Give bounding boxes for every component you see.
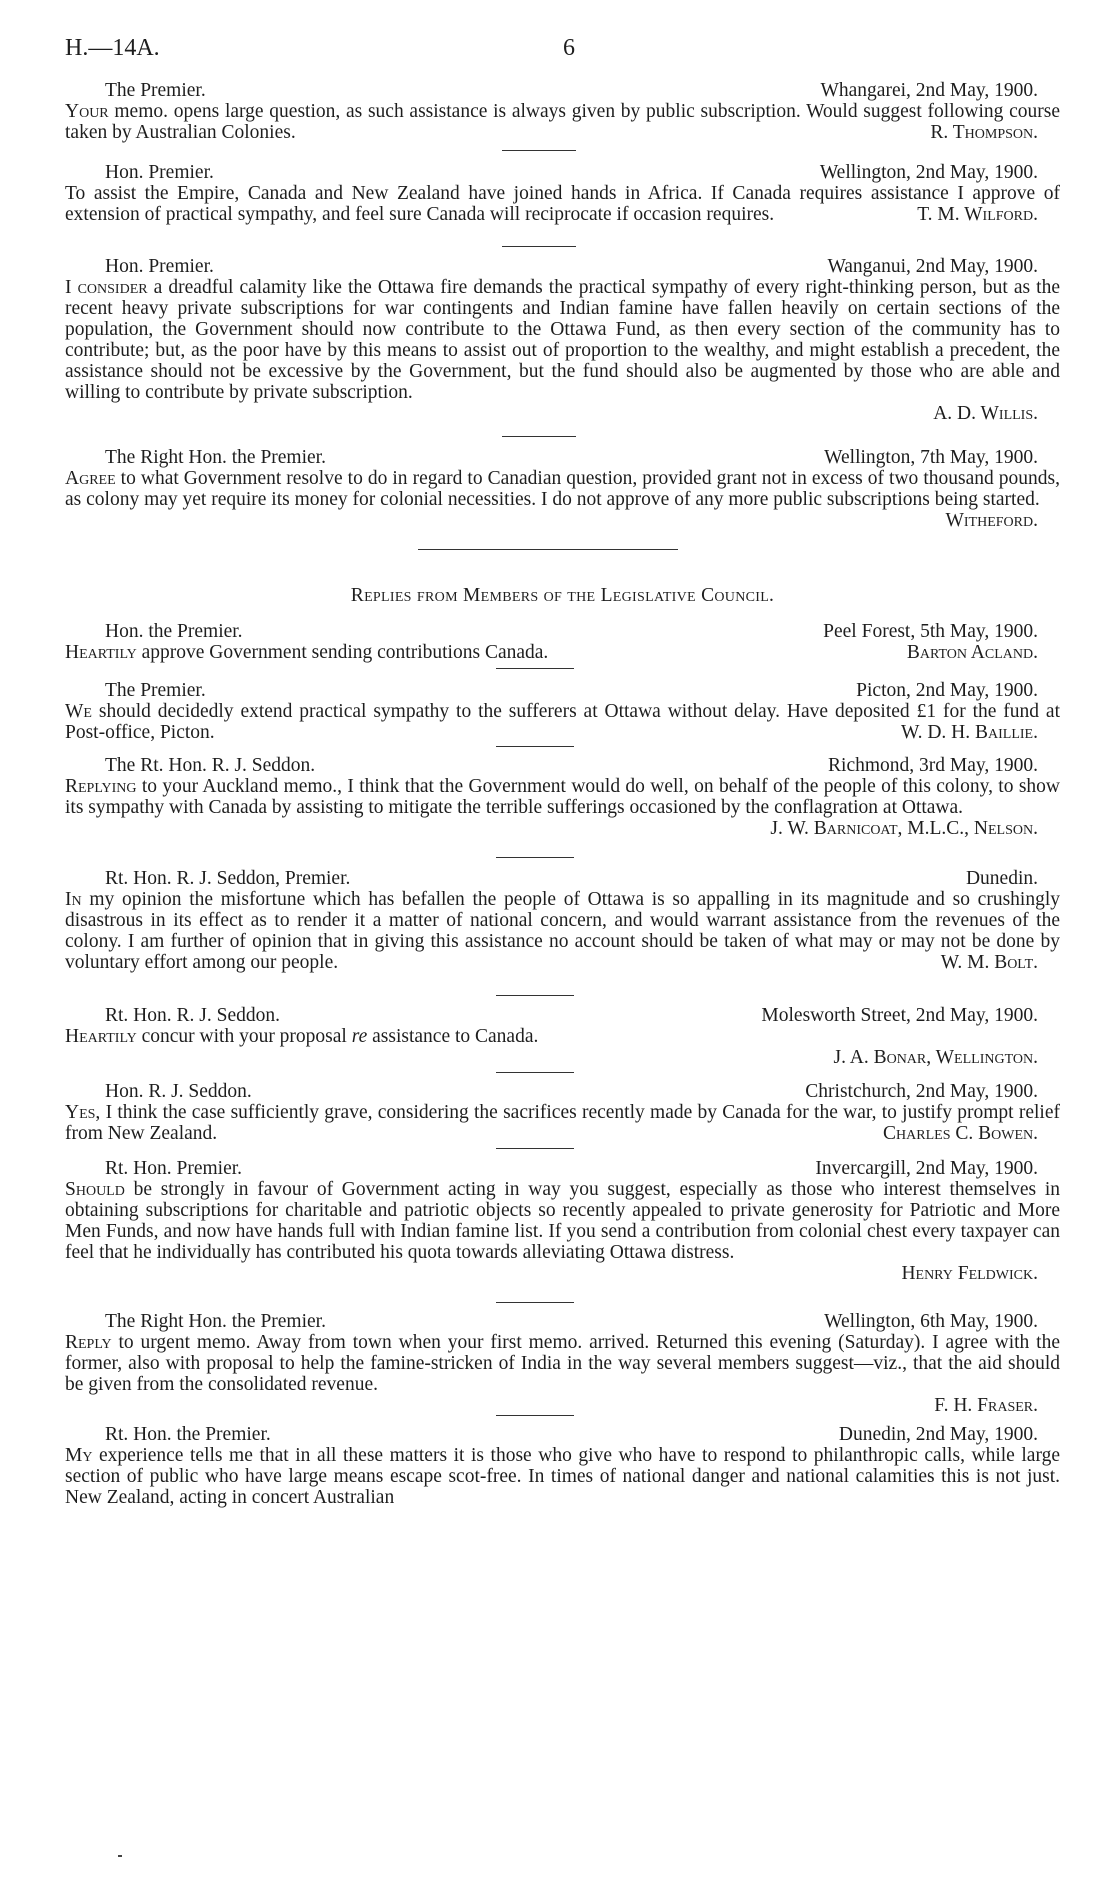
message-body-italic: re (351, 1026, 368, 1047)
separator-rule (496, 1415, 574, 1416)
telegram-entry (65, 256, 1060, 424)
addressee: Rt. Hon. Premier. (105, 1158, 243, 1179)
page-header (65, 35, 1060, 66)
separator-rule (496, 746, 574, 747)
message-body: assistance to Canada. (367, 1026, 539, 1047)
addressee: Hon. Premier. (105, 162, 214, 183)
separator-rule (502, 246, 576, 247)
opening-word: Heartily (65, 642, 137, 663)
signature: Henry Feldwick. (901, 1263, 1038, 1284)
place-date: Molesworth Street, 2nd May, 1900. (761, 1005, 1038, 1026)
opening-word: Replying (65, 776, 137, 797)
message-body: , I think the case sufficiently grave, considering the sacrifices recently made by Canada for the war, to justify prompt relief from New Zealand. (65, 1102, 1060, 1144)
message-text (65, 701, 1060, 743)
separator-rule (496, 1072, 574, 1073)
place-date: Wellington, 6th May, 1900. (824, 1311, 1038, 1332)
message-body: approve Government sending contributions Canada. (136, 642, 549, 663)
place-date: Invercargill, 2nd May, 1900. (815, 1158, 1038, 1179)
telegram-entry (65, 1424, 1060, 1508)
addressee: The Right Hon. the Premier. (105, 1311, 326, 1332)
print-speck (118, 1855, 122, 1857)
message-body: should decidedly extend practical sympathy to the sufferers at Ottawa without delay. Have deposited £1 for the fund at Post-office, Picton. (65, 701, 1060, 743)
addressee: The Rt. Hon. R. J. Seddon. (105, 755, 316, 776)
separator-rule (502, 150, 576, 151)
separator-rule (496, 995, 574, 996)
message-text (65, 642, 1060, 663)
opening-word: We (65, 701, 92, 722)
message-body: my opinion the misfortune which has befallen the people of Ottawa is so appalling in its magnitude and so crushingly disastrous in its effect as to render it a matter of national concern, and would warrant assistance from the revenues of the colony. I am further of opinion that in giving this assistance no account should be taken of what may or may not be done by voluntary effort among our people. (65, 889, 1060, 973)
telegram-entry (65, 1311, 1060, 1416)
addressee: Hon. R. J. Seddon. (105, 1081, 252, 1102)
telegram-entry (65, 680, 1060, 743)
signature: W. M. Bolt. (940, 952, 1038, 973)
addressee: The Premier. (105, 80, 206, 101)
message-text (65, 1445, 1060, 1508)
opening-word: Heartily (65, 1026, 137, 1047)
message-text (65, 1332, 1060, 1395)
message-text (65, 277, 1060, 403)
place-date: Whangarei, 2nd May, 1900. (820, 80, 1038, 101)
message-body: concur with your proposal (136, 1026, 352, 1047)
place-date: Dunedin, 2nd May, 1900. (838, 1424, 1038, 1445)
message-text (65, 101, 1060, 143)
telegram-entry (65, 162, 1060, 225)
signature: F. H. Fraser. (934, 1395, 1038, 1416)
place-date: Wellington, 2nd May, 1900. (819, 162, 1038, 183)
page-number: 6 (563, 35, 575, 61)
telegram-entry (65, 80, 1060, 143)
opening-word: Yes (65, 1102, 96, 1123)
opening-word: Your (65, 101, 109, 122)
place-date: Christchurch, 2nd May, 1900. (805, 1081, 1038, 1102)
opening-word: In (65, 889, 82, 910)
separator-rule (502, 436, 576, 437)
opening-word: My (65, 1445, 93, 1466)
opening-word: Reply (65, 1332, 112, 1353)
telegram-entry (65, 1158, 1060, 1284)
telegram-entry (65, 447, 1060, 531)
message-text (65, 183, 1060, 225)
telegram-entry (65, 621, 1060, 663)
opening-word: I consider (65, 277, 148, 298)
addressee: The Premier. (105, 680, 206, 701)
message-body: To assist the Empire, Canada and New Zealand have joined hands in Africa. If Canada requires assistance I approve of extension of practical sympathy, and feel sure Canada will reciprocate if occasion requires. (65, 183, 1060, 225)
separator-rule (496, 668, 574, 669)
place-date: Picton, 2nd May, 1900. (856, 680, 1038, 701)
message-text (65, 1179, 1060, 1263)
message-body: to what Government resolve to do in regard to Canadian question, provided grant not in excess of two thousand pounds, as colony may yet require its money for colonial necessities. I do not approve of any more public subscriptions being started. (65, 468, 1060, 510)
message-text (65, 1026, 1060, 1047)
message-text (65, 1102, 1060, 1144)
signature: A. D. Willis. (933, 403, 1038, 424)
signature: R. Thompson. (930, 122, 1038, 143)
signature: Witheford. (945, 510, 1038, 531)
message-body: a dreadful calamity like the Ottawa fire demands the practical sympathy of every right-thinking person, but as the recent heavy private subscriptions for war contingents and Indian famine have fallen heavily on certain sections of the population, the Government should now contribute to the Ottawa Fund, as then every section of the community has to contribute; but, as the poor have by this means to assist out of proportion to the wealthy, and might establish a precedent, the assistance should not be excessive by the Government, but the fund should also be augmented by those who are able and willing to contribute by private subscription. (65, 277, 1060, 403)
place-date: Dunedin. (965, 868, 1038, 889)
message-body: to urgent memo. Away from town when your first memo. arrived. Returned this evening (Saturday). I agree with the former, also with proposal to help the famine-stricken of India in the way several members suggest—viz., that the aid should be given from the consolidated revenue. (65, 1332, 1060, 1395)
section-heading: Replies from Members of the Legislative Council. (350, 585, 775, 606)
message-body: experience tells me that in all these matters it is those who give who have to respond to philanthropic calls, while large section of public who have large means escape scot-free. In times of national danger and national calamities this is not just. New Zealand, acting in concert Australian (65, 1445, 1060, 1508)
opening-word: Agree (65, 468, 116, 489)
telegram-entry (65, 755, 1060, 839)
signature: Barton Acland. (906, 642, 1038, 663)
separator-rule (496, 857, 574, 858)
telegram-entry (65, 1081, 1060, 1144)
signature: J. W. Barnicoat, M.L.C., Nelson. (770, 818, 1038, 839)
addressee: Rt. Hon. R. J. Seddon, Premier. (105, 868, 351, 889)
telegram-entry (65, 1005, 1060, 1068)
separator-rule (496, 1302, 574, 1303)
message-body: be strongly in favour of Government acting in way you suggest, especially as those who interest themselves in obtaining subscriptions for charitable and patriotic objects so recently appealed to private generosity for Patriotic and More Men Funds, and now have hands full with Indian famine list. If you send a contribution from colonial chest every taxpayer can feel that he individually has contributed his quota towards alleviating Ottawa distress. (65, 1179, 1060, 1263)
addressee: Rt. Hon. the Premier. (105, 1424, 271, 1445)
separator-rule (496, 1148, 574, 1149)
section-divider (418, 549, 678, 550)
place-date: Richmond, 3rd May, 1900. (828, 755, 1038, 776)
signature: W. D. H. Baillie. (900, 722, 1038, 743)
message-text (65, 468, 1060, 531)
addressee: Hon. the Premier. (105, 621, 243, 642)
message-body: memo. opens large question, as such assistance is always given by public subscription. Would suggest following course taken by Australian Colonies. (65, 101, 1060, 143)
signature: Charles C. Bowen. (883, 1123, 1038, 1144)
message-text (65, 889, 1060, 973)
signature: J. A. Bonar, Wellington. (833, 1047, 1038, 1068)
telegram-entry (65, 868, 1060, 973)
addressee: Hon. Premier. (105, 256, 214, 277)
message-text (65, 776, 1060, 818)
place-date: Wanganui, 2nd May, 1900. (827, 256, 1038, 277)
message-body: to your Auckland memo., I think that the Government would do well, on behalf of the people of this colony, to show its sympathy with Canada by assisting to mitigate the terrible sufferings occasioned by the conflagration at Ottawa. (65, 776, 1060, 818)
place-date: Wellington, 7th May, 1900. (824, 447, 1038, 468)
signature: T. M. Wilford. (917, 204, 1038, 225)
addressee: Rt. Hon. R. J. Seddon. (105, 1005, 280, 1026)
place-date: Peel Forest, 5th May, 1900. (823, 621, 1038, 642)
opening-word: Should (65, 1179, 125, 1200)
addressee: The Right Hon. the Premier. (105, 447, 326, 468)
document-reference: H.—14A. (65, 35, 160, 61)
